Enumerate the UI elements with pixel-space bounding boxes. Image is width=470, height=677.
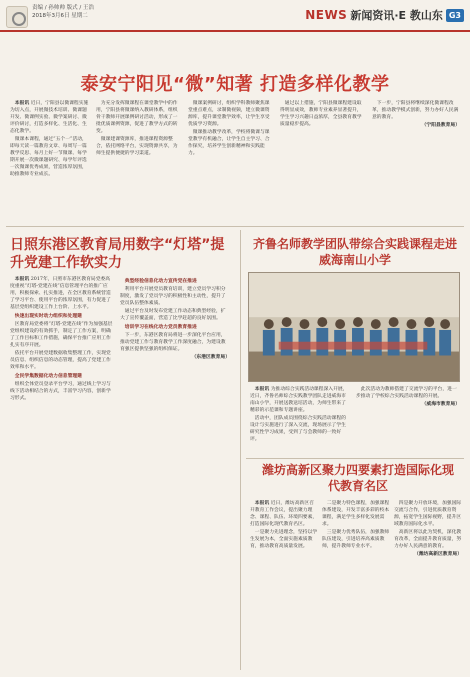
article2-credit: （东港区教育局） [191, 354, 230, 360]
article4-col1: 本报讯 近日，潍坊高新区召开教育工作会议，提出聚力理念、课程、队伍、环境四要素，打造国际化现代教育名区。 一是聚力先进理念，坚持以学生发展为本，全面实施素质教育，推动教育高质量发展。 [250, 500, 318, 549]
article2-col2: 典型经验信息化动力宣传党在推进 利用平台开展党员教育培训，建立党员学习积分制度，激发了党员学习的积极性和主动性，提升了党员队伍整体素质。 通过平台及时发布党建工作动态和典型经验，扩大了宣传覆盖面，营造了比学赶超的良好氛围。 培训学习在线化动力党员教育推进 下一步，东港区教育局将进一步深化平台应用，推动党建工作与教育教学工作深度融合，为建设教育强区提供坚强的组织保证。 （东港区教育局） [120, 278, 230, 360]
article1-lead: 本报讯 [14, 100, 30, 106]
article4-lead: 本报讯 [254, 500, 270, 506]
date-line: 2018年3月6日 星期二 [32, 13, 88, 19]
header-meta [32, 4, 94, 20]
article2-headline: 日照东港区教育局用数字“灯塔”提升党建工作软实力 [10, 237, 225, 271]
logo-emblem-icon [6, 6, 28, 28]
editor-line: 责编 / 孙帅帅 版式 / 王浩 [32, 5, 94, 11]
article4-headline: 潍坊高新区聚力四要素打造国际化现代教育名区 [261, 463, 454, 493]
page-header [0, 0, 470, 40]
header-rule [0, 30, 470, 32]
divider-right [246, 458, 464, 459]
article1-credit: （宁阳县教育局） [421, 122, 460, 128]
news-label: NEWS [305, 8, 348, 22]
divider-vertical [240, 230, 241, 670]
article1-col1: 本报讯 近日，宁阳县以微课程实施为切入点，开展微技术培训、微课题开发、微课例实验、微学案研讨、微评价研讨，打造多样化、生活化、生态化教学。 微课本课程，通过“五个一”活动，即每天读一篇教育文章、每周写一篇教学反思、每月上好一节微课、每学期开展一次微课题研究、每学年评选一次微课优秀成果，营造浓厚氛围，助推教师专业成长。 [10, 100, 89, 177]
article2-subhead-3: 典型经验信息化动力宣传党在推进 [124, 278, 197, 284]
article1-col4: 通过以上措施，宁阳县微课程建设取得明显成效，教师专业素养显著提升，学生学习兴趣日益浓厚，全县教育教学质量稳步提高。 [280, 101, 362, 127]
divider-top [6, 226, 464, 227]
article3-credit: （威海市教育局） [421, 401, 460, 407]
article4-col2: 二是聚力特色课程，加强课程体系建设，开发丰富多彩的校本课程，满足学生多样化发展需求。 三是聚力优秀队伍，加强教师队伍建设，引进培养高素质教师，提升教师专业水平。 [322, 501, 390, 549]
article1-col5: 下一步，宁阳县将继续深化微课程改革，推动教学模式创新，努力办好人民满意的教育。 （宁阳县教育局） [372, 101, 460, 128]
section-title: 新闻资讯·E 教山东 [350, 9, 443, 22]
article4-credit: （潍坊高新区教育局） [414, 551, 462, 557]
article3-col2: 此次活动为教师搭建了交流学习的平台，进一步推动了学校综合实践活动课程的开展。 （威海市教育局） [356, 387, 460, 407]
section-banner [305, 6, 464, 24]
article3-col1: 本报讯 为推动综合实践活动课程深入开展，近日，齐鲁名师综合实践教学团队走进威海市南山小学，开展送教送培活动，为师生带来了精彩的示范课和专题讲座。 活动中，团队成员围绕综合实践活动课程的设计与实施进行了深入交流，现场展示了学生研究性学习成果，受到了与会教师的一致好评。 [250, 386, 348, 442]
article1-col3: 微课案例研讨，组织学科教师聚焦课堂重点难点，录制微视频，建立微课资源库，提升课堂教学效率，让学生享受优质学习资源。 微课推动教学改革，学校将微课与课堂教学有机融合，让学生自主学习、合作探究，培养学生创新精神和实践能力。 [188, 101, 270, 156]
article1-headline: 泰安宁阳见“微”知著 打造多样化教学 [80, 74, 390, 95]
article3-lead: 本报讯 [254, 386, 270, 392]
article2-subhead-2: 全民学集数据化动力信息管理建 [14, 373, 82, 379]
page-number-badge: G3 [446, 9, 464, 22]
article4-col3: 四是聚力开放环境，加强国际交流与合作，引进优质教育资源，拓宽学生国际视野，提升区域教育国际化水平。 高新区将以此为契机，深化教育改革，全面提升教育质量，努力办好人民满意的教育。 （潍坊高新区教育局） [394, 501, 462, 557]
article2-subhead-4: 培训学习在线化动力党员教育推进 [124, 324, 197, 330]
article2-subhead-1: 快速出现实时动力组织和处理建 [14, 313, 82, 319]
article3-headline: 齐鲁名师教学团队带综合实践课程走进威海南山小学 [252, 237, 457, 267]
article2-lead: 本报讯 [14, 276, 30, 282]
article1-col2: 为充分发挥微课程在课堂教学中的作用，宁阳县将微课纳入教研体系，组织骨干教师开展课例研讨活动，形成了一批优质课例资源，促进了教学方式的转变。 微课建课资源库，推进课程资源整合，依托网络平台，实现资源共享，为师生提供便捷的学习渠道。 [96, 101, 178, 156]
article2-col1: 本报讯 2017年，日照市东港区教育局党委高度重视“灯塔-党建在线”信息管理平台的推广应用，积极探索、扎实推进，在全区教育系统营造了学习平台、使用平台的浓厚氛围，有力促进了基层党组织建设工作上台阶、上水平。 快速出现实时动力组织和处理建 区教育局党委将“灯塔-党建在线”作为加强基层党组织建设的有效抓手，制定了工作方案，明确了工作目标和工作措施，确保平台推广应用工作扎实有序开展。 依托平台开展党建数据收集整理工作，实现党员信息、组织信息的动态管理，提高了党建工作效率和水平。 全民学集数据化动力信息管理建 组织全体党员登录平台学习，通过线上学习与线下活动相结合的方式，丰富学习内容，创新学习形式。 [10, 276, 113, 401]
group-photo-icon [248, 272, 460, 382]
